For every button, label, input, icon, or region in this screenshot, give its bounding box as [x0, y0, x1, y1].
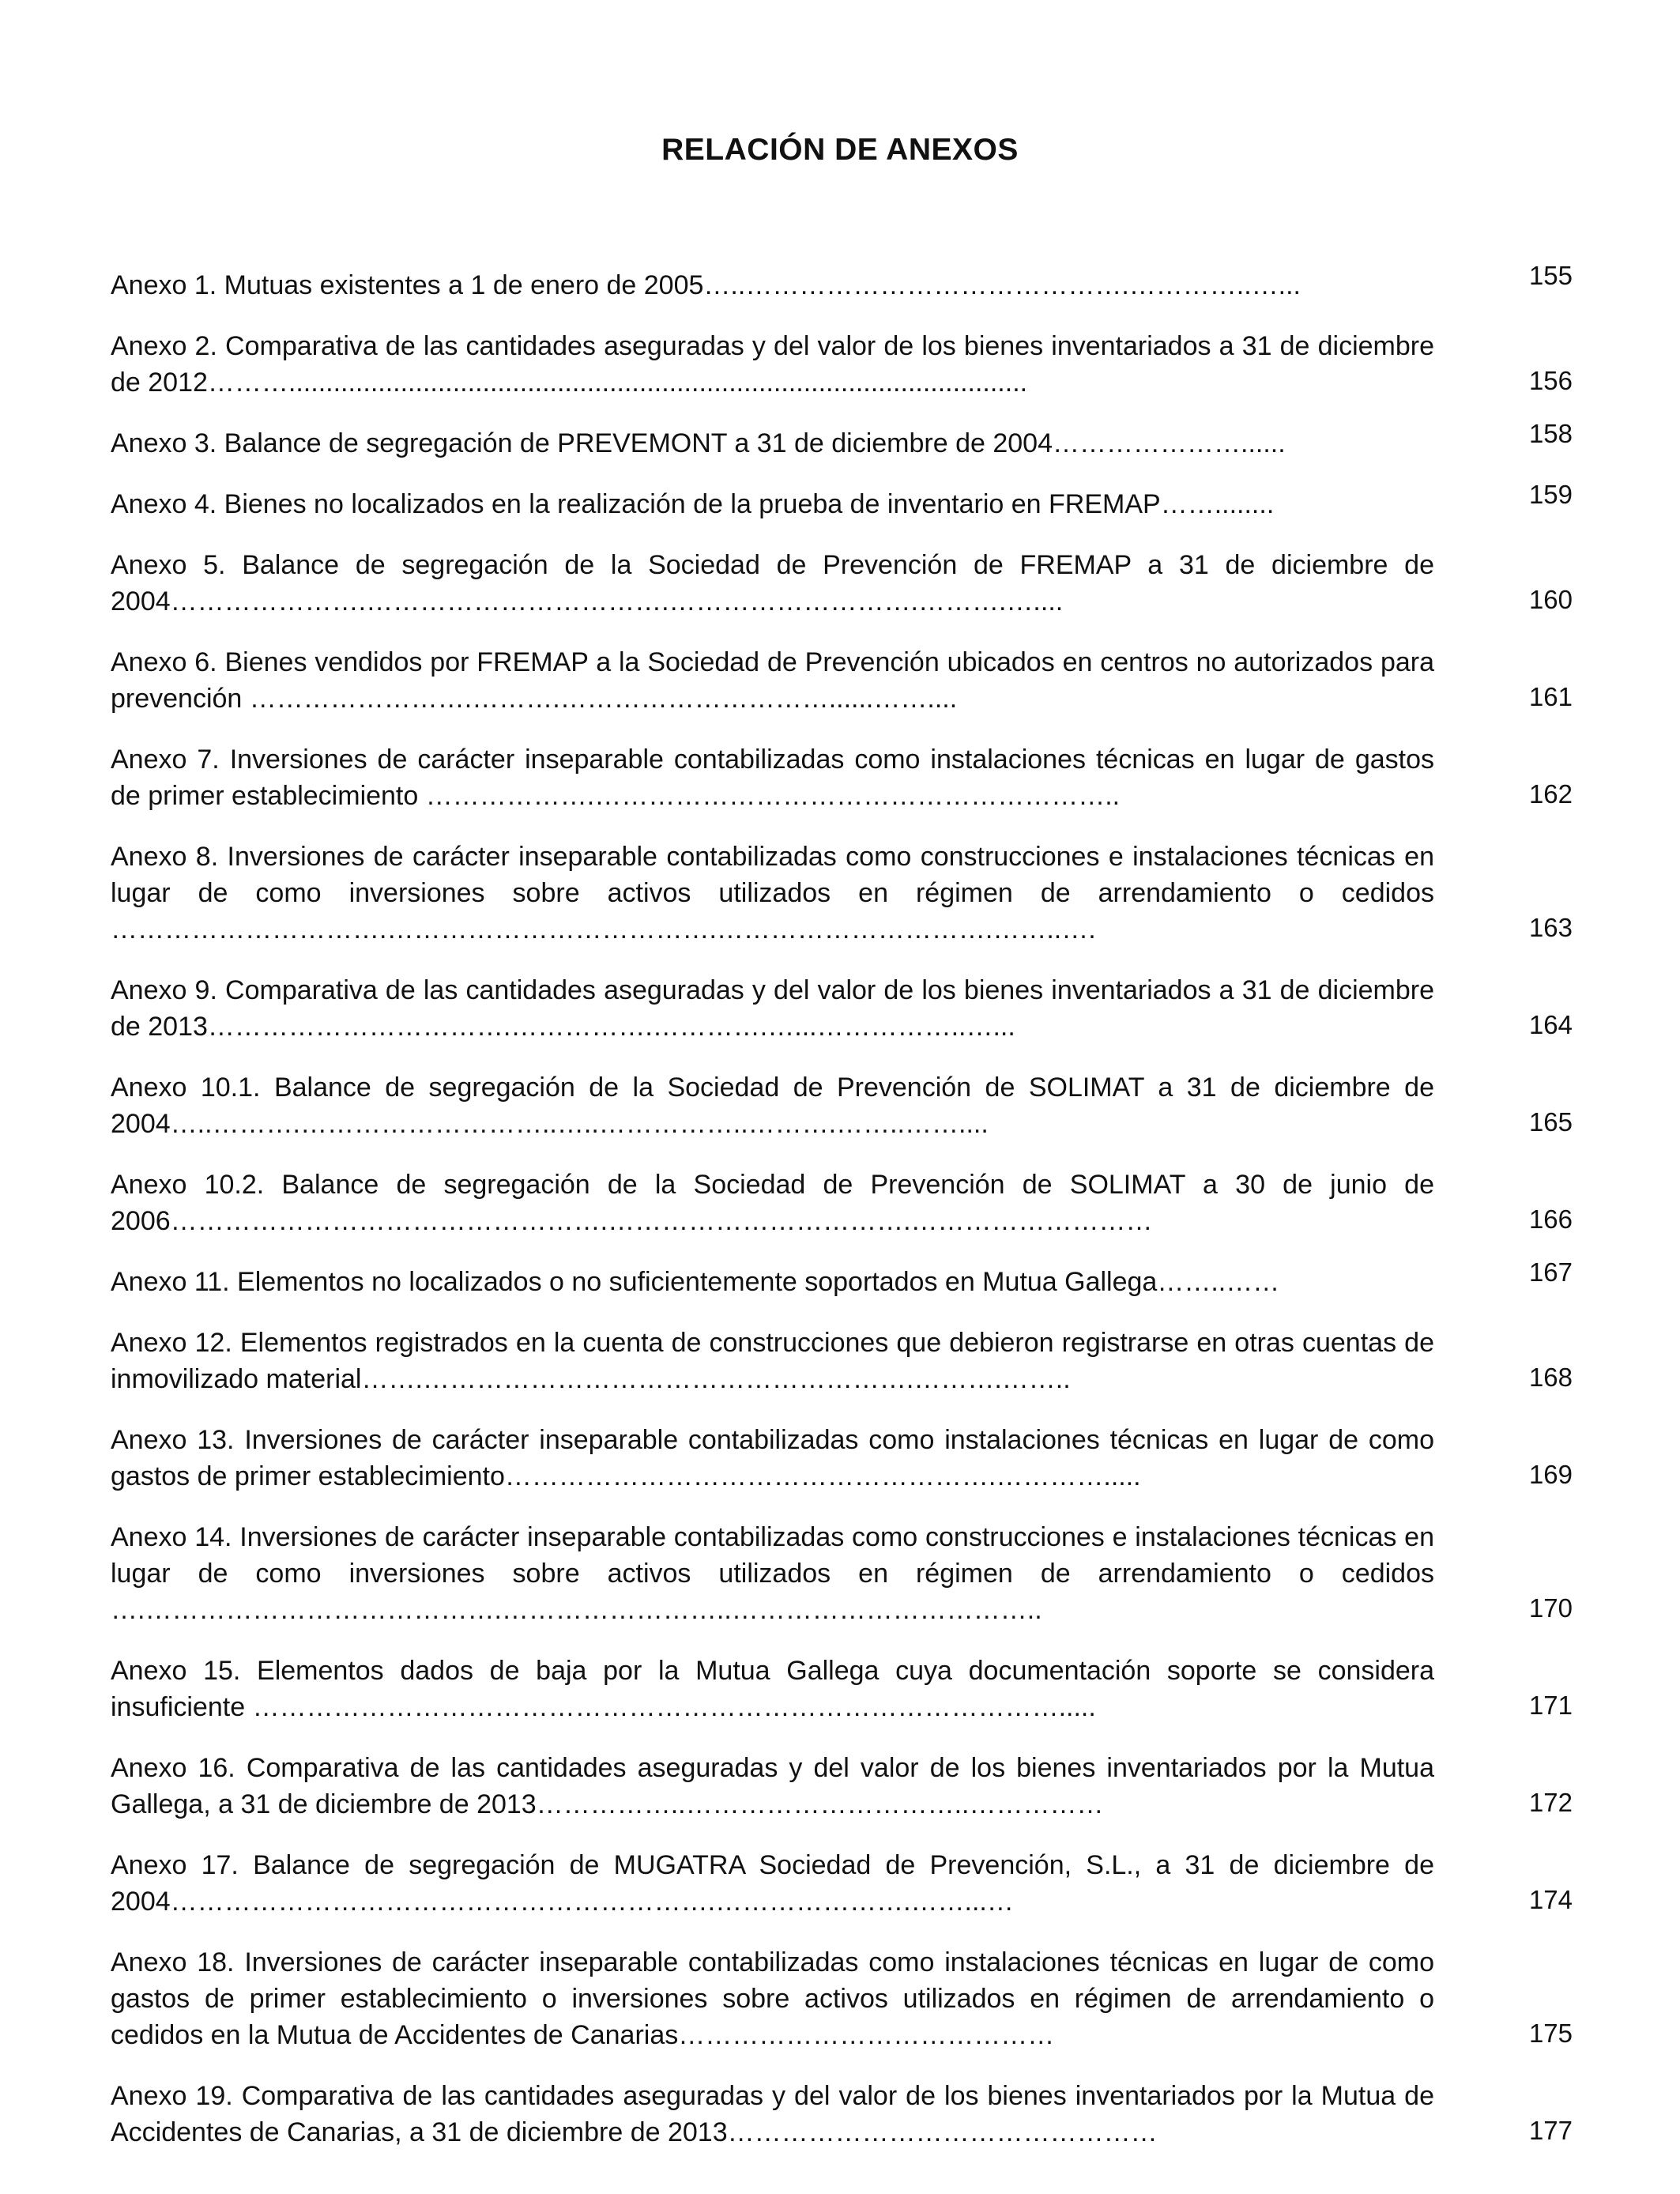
annex-title: Anexo 5. Balance de segregación de la Sociedad de Prevención de FREMAP a 31 de diciembre de 2004 — [111, 550, 1434, 616]
annex-entry-text — [111, 1944, 1434, 2053]
dot-leader: …….……………………………………………….……….…….. — [361, 1364, 1071, 1394]
annex-entry-text — [111, 1422, 1434, 1495]
annex-page-number: 167 — [1528, 1257, 1573, 1287]
annex-entry-text — [111, 972, 1434, 1045]
annex-page-number: 156 — [1528, 366, 1573, 395]
dot-leader: ……………………………………………….…………..... — [504, 1461, 1141, 1491]
annex-title: Anexo 4. Bienes no localizados en la realización de la prueba de inventario en FREMAP — [111, 489, 1161, 519]
annex-entry-7 — [111, 741, 1573, 814]
annex-page-number: 155 — [1528, 261, 1573, 290]
annex-page-number: 165 — [1528, 1107, 1573, 1137]
annex-entry-text — [111, 1325, 1434, 1397]
annex-list — [111, 261, 1573, 2175]
annex-entry-9 — [111, 972, 1573, 1045]
dot-leader: …………………………………… — [678, 2020, 1055, 2050]
annex-entry-text — [111, 425, 1434, 462]
dot-leader: …………………………….…………….………….…...……………..…... — [207, 1012, 1015, 1042]
annex-entry-5 — [111, 547, 1573, 620]
annex-title: Anexo 7. Inversiones de carácter inseparable contabilizadas como instalaciones técnicas en lugar de gastos de primer establecimiento — [111, 745, 1434, 811]
annex-title: Anexo 16. Comparativa de las cantidades aseguradas y del valor de los bienes inventariados por la Mutua Gallega, a 31 de diciembre de 2013 — [111, 1753, 1434, 1819]
annex-entry-text — [111, 1750, 1434, 1823]
dot-leader: …..…………………………………….…………..…... — [703, 270, 1301, 300]
annex-page-number: 159 — [1528, 480, 1573, 509]
annex-entry-text — [111, 839, 1434, 948]
dot-leader: …………………...... — [1053, 428, 1286, 458]
annex-entry-14 — [111, 1519, 1573, 1628]
annex-entry-11 — [111, 1257, 1573, 1300]
annex-title: Anexo 10.1. Balance de segregación de la Sociedad de Prevención de SOLIMAT a 31 de diciembre de 2004 — [111, 1072, 1434, 1139]
page-title: RELACIÓN DE ANEXOS — [661, 133, 1019, 167]
annex-entry-text — [111, 1167, 1434, 1239]
annex-entry-text — [111, 741, 1434, 814]
annex-entry-text — [111, 267, 1434, 303]
annex-entry-text — [111, 1519, 1434, 1628]
annex-title: Anexo 3. Balance de segregación de PREVEMONT a 31 de diciembre de 2004 — [111, 428, 1053, 458]
annex-entry-text — [111, 547, 1434, 620]
annex-title: Anexo 11. Elementos no localizados o no suficientemente soportados en Mutua Gallega — [111, 1267, 1158, 1297]
dot-leader: ……..…… — [1157, 1267, 1280, 1297]
annex-entry-text — [111, 644, 1434, 717]
annex-title: Anexo 2. Comparativa de las cantidades aseguradas y del valor de los bienes inventariados a 31 de diciembre de 2012 — [111, 331, 1434, 398]
annex-page-number: 168 — [1528, 1363, 1573, 1392]
annex-entry-text — [111, 1847, 1434, 1920]
annex-title: Anexo 1. Mutuas existentes a 1 de enero de 2005 — [111, 270, 704, 300]
annex-page-number: 164 — [1528, 1010, 1573, 1039]
annex-title: Anexo 14. Inversiones de carácter inseparable contabilizadas como construcciones e instalaciones técnicas en lugar de como inversiones sobre activos utilizados en régimen de arrendamiento o cedidos — [111, 1522, 1434, 1589]
annex-title: Anexo 17. Balance de segregación de MUGATRA Sociedad de Prevención, S.L., a 31 de diciembre de 2004 — [111, 1850, 1434, 1917]
annex-page-number: 160 — [1528, 585, 1573, 614]
annex-entry-10-2 — [111, 1167, 1573, 1239]
annex-page-number: 174 — [1528, 1885, 1573, 1914]
annex-title: Anexo 6. Bienes vendidos por FREMAP a la Sociedad de Prevención ubicados en centros no autorizados para prevención — [111, 647, 1434, 714]
annex-entry-1 — [111, 261, 1573, 303]
annex-entry-13 — [111, 1422, 1573, 1495]
annex-page-number: 161 — [1528, 682, 1573, 711]
annex-entry-text — [111, 1653, 1434, 1725]
annex-entry-8 — [111, 839, 1573, 948]
annex-page-number: 158 — [1528, 419, 1573, 448]
annex-entry-text — [111, 1264, 1434, 1300]
annex-page-number: 169 — [1528, 1460, 1573, 1489]
annex-entry-text — [111, 328, 1434, 401]
annex-title: Anexo 13. Inversiones de carácter inseparable contabilizadas como instalaciones técnicas en lugar de como gastos de primer establecimiento — [111, 1425, 1434, 1491]
annex-entry-3 — [111, 419, 1573, 462]
annex-title: Anexo 12. Elementos registrados en la cuenta de construcciones que debieron registrarse en otras cuentas de inmovilizado material — [111, 1328, 1434, 1394]
annex-entry-12 — [111, 1325, 1573, 1397]
dot-leader: ………................................................................................................... — [207, 368, 1028, 398]
annex-page-number: 163 — [1528, 913, 1573, 942]
dot-leader: ….………………………………….……………………..…………………………….. — [111, 1595, 1042, 1625]
annex-entry-4 — [111, 480, 1573, 522]
annex-title: Anexo 8. Inversiones de carácter inseparable contabilizadas como construcciones e instalaciones técnicas en lugar de como inversiones sobre activos utilizados en régimen de arrendamiento o cedidos — [111, 842, 1434, 908]
dot-leader: ……........ — [1160, 489, 1275, 519]
annex-title: Anexo 15. Elementos dados de baja por la Mutua Gallega cuya documentación soporte se considera insuficiente — [111, 1656, 1434, 1722]
dot-leader: ………………………………………….…………………………….……………………… — [170, 1206, 1153, 1236]
dot-leader: …..……….………………………..…..……………..……….……..…….... — [170, 1109, 989, 1139]
annex-page-number: 162 — [1528, 779, 1573, 809]
annex-entry-text — [111, 1069, 1434, 1142]
annex-entry-text — [111, 2078, 1434, 2151]
annex-page-number: 177 — [1528, 2116, 1573, 2145]
annex-page-number: 170 — [1528, 1593, 1573, 1623]
dot-leader: …………………….……….…………………………......…….... — [249, 684, 958, 714]
annex-entry-19 — [111, 2078, 1573, 2151]
dot-leader: ………………………………………… — [727, 2117, 1158, 2147]
annex-entry-15 — [111, 1653, 1573, 1725]
annex-entry-18 — [111, 1944, 1573, 2053]
dot-leader: ……………..…………………………..…………… — [536, 1789, 1104, 1819]
annex-page-number: 171 — [1528, 1691, 1573, 1720]
annex-entry-2 — [111, 328, 1573, 401]
dot-leader: …………………………………………………….………………….……...… — [170, 1887, 1014, 1917]
dot-leader: ……………….………………………………………………….. — [425, 781, 1121, 811]
dot-leader: ………………….…………………………….……………………….……….….... — [170, 586, 1064, 616]
annex-entry-10-1 — [111, 1069, 1573, 1142]
annex-entry-16 — [111, 1750, 1573, 1823]
annex-entry-17 — [111, 1847, 1573, 1920]
annex-page-number: 166 — [1528, 1204, 1573, 1234]
dot-leader: ………………………………………………………………………………..... — [252, 1692, 1096, 1722]
annex-entry-text — [111, 486, 1434, 522]
annex-page-number: 172 — [1528, 1788, 1573, 1817]
annex-title: Anexo 10.2. Balance de segregación de la Sociedad de Prevención de SOLIMAT a 30 de junio de 2006 — [111, 1170, 1434, 1236]
annex-title: Anexo 19. Comparativa de las cantidades aseguradas y del valor de los bienes inventariados por la Mutua de Accidentes de Canarias, a 31 de diciembre de 2013 — [111, 2081, 1434, 2147]
annex-entry-6 — [111, 644, 1573, 717]
annex-title: Anexo 9. Comparativa de las cantidades aseguradas y del valor de los bienes inventariados a 31 de diciembre de 2013 — [111, 975, 1434, 1042]
annex-title: Anexo 18. Inversiones de carácter inseparable contabilizadas como instalaciones técnicas en lugar de como gastos de primer establecimiento o inversiones sobre activos utilizados en régimen de arrendamiento o cedidos en la Mutua de Accidentes de Canarias — [111, 1947, 1434, 2050]
annex-page-number: 175 — [1528, 2019, 1573, 2048]
dot-leader: ………………………….……………………………….………………………….……..…. — [111, 914, 1096, 944]
